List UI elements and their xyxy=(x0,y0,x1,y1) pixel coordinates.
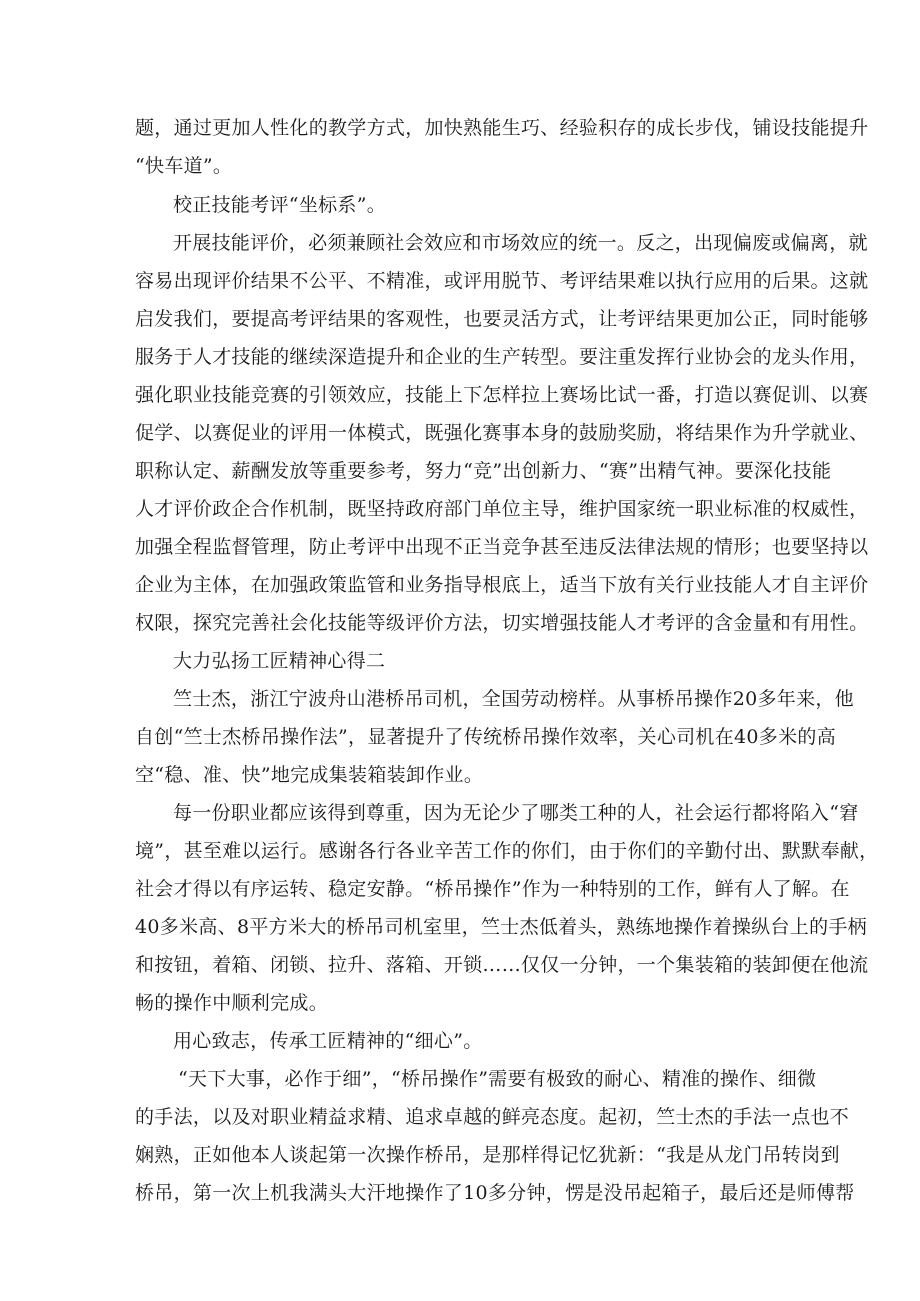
paragraph-line: 题，通过更加人性化的教学方式，加快熟能生巧、经验积存的成长步伐，铺设技能提升 xyxy=(135,117,869,139)
paragraph-line: 社会才得以有序运转、稳定安静。“桥吊操作”作为一种特别的工作，鲜有人了解。在 xyxy=(135,878,850,900)
paragraph-line: 人才评价政企合作机制，既坚持政府部门单位主导，维护国家统一职业标准的权威性， xyxy=(135,498,869,520)
section-heading: 校正技能考评“坐标系”。 xyxy=(173,194,387,216)
paragraph-line: 40多米高、8平方米大的桥吊司机室里，竺士杰低着头，熟练地操作着操纵台上的手柄 xyxy=(135,916,867,938)
paragraph-line: 每一份职业都应该得到尊重，因为无论少了哪类工种的人，社会运行都将陷入“窘 xyxy=(173,802,859,824)
article-title: 大力弘扬工匠精神心得二 xyxy=(173,650,386,672)
paragraph-line: 启发我们，要提高考评结果的客观性，也要灵活方式，让考评结果更加公正，同时能够 xyxy=(135,308,869,330)
paragraph-line: 境”，甚至难以运行。感谢各行各业辛苦工作的你们，由于你们的辛勤付出、默默奉献， xyxy=(135,840,879,862)
paragraph-line: 畅的操作中顺利完成。 xyxy=(135,992,329,1014)
paragraph-line: 空“稳、准、快”地完成集装箱装卸作业。 xyxy=(135,764,484,786)
paragraph-line: 企业为主体，在加强政策监管和业务指导根底上，适当下放有关行业技能人才自主评价 xyxy=(135,574,869,596)
paragraph-line: 自创“竺士杰桥吊操作法”，显著提升了传统桥吊操作效率，关心司机在40多米的高 xyxy=(135,726,837,748)
paragraph-line: 加强全程监督管理，防止考评中出现不正当竞争甚至违反法律法规的情形；也要坚持以 xyxy=(135,536,869,558)
paragraph-line: “天下大事，必作于细”，“桥吊操作”需要有极致的耐心、精准的操作、细微 xyxy=(178,1068,817,1090)
section-heading: 用心致志，传承工匠精神的“细心”。 xyxy=(173,1030,483,1052)
paragraph-line: 容易出现评价结果不公平、不精准，或评用脱节、考评结果难以执行应用的后果。这就 xyxy=(135,270,869,292)
paragraph-line: 服务于人才技能的继续深造提升和企业的生产转型。要注重发挥行业协会的龙头作用， xyxy=(135,346,869,368)
paragraph-line: 强化职业技能竞赛的引领效应，技能上下怎样拉上赛场比试一番，打造以赛促训、以赛 xyxy=(135,384,869,406)
paragraph-line: 桥吊，第一次上机我满头大汗地操作了10多分钟，愣是没吊起箱子，最后还是师傅帮 xyxy=(135,1182,855,1204)
paragraph-line: 的手法，以及对职业精益求精、追求卓越的鲜亮态度。起初，竺士杰的手法一点也不 xyxy=(135,1106,850,1128)
paragraph-line: 竺士杰，浙江宁波舟山港桥吊司机，全国劳动榜样。从事桥吊操作20多年来，他 xyxy=(173,688,854,710)
paragraph-line: 权限，探究完善社会化技能等级评价方法，切实增强技能人才考评的含金量和有用性。 xyxy=(135,612,869,634)
paragraph-line: 娴熟，正如他本人谈起第一次操作桥吊，是那样得记忆犹新：“我是从龙门吊转岗到 xyxy=(135,1144,840,1166)
paragraph-line: “快车道”。 xyxy=(135,155,233,177)
paragraph-line: 开展技能评价，必须兼顾社会效应和市场效应的统一。反之，出现偏废或偏离，就 xyxy=(173,232,868,254)
paragraph-line: 促学、以赛促业的评用一体模式，既强化赛事本身的鼓励奖励，将结果作为升学就业、 xyxy=(135,422,869,444)
paragraph-line: 和按钮，着箱、闭锁、拉升、落箱、开锁……仅仅一分钟，一个集装箱的装卸便在他流 xyxy=(135,954,869,976)
paragraph-line: 职称认定、薪酬发放等重要参考，努力“竞”出创新力、“赛”出精气神。要深化技能 xyxy=(135,460,832,482)
